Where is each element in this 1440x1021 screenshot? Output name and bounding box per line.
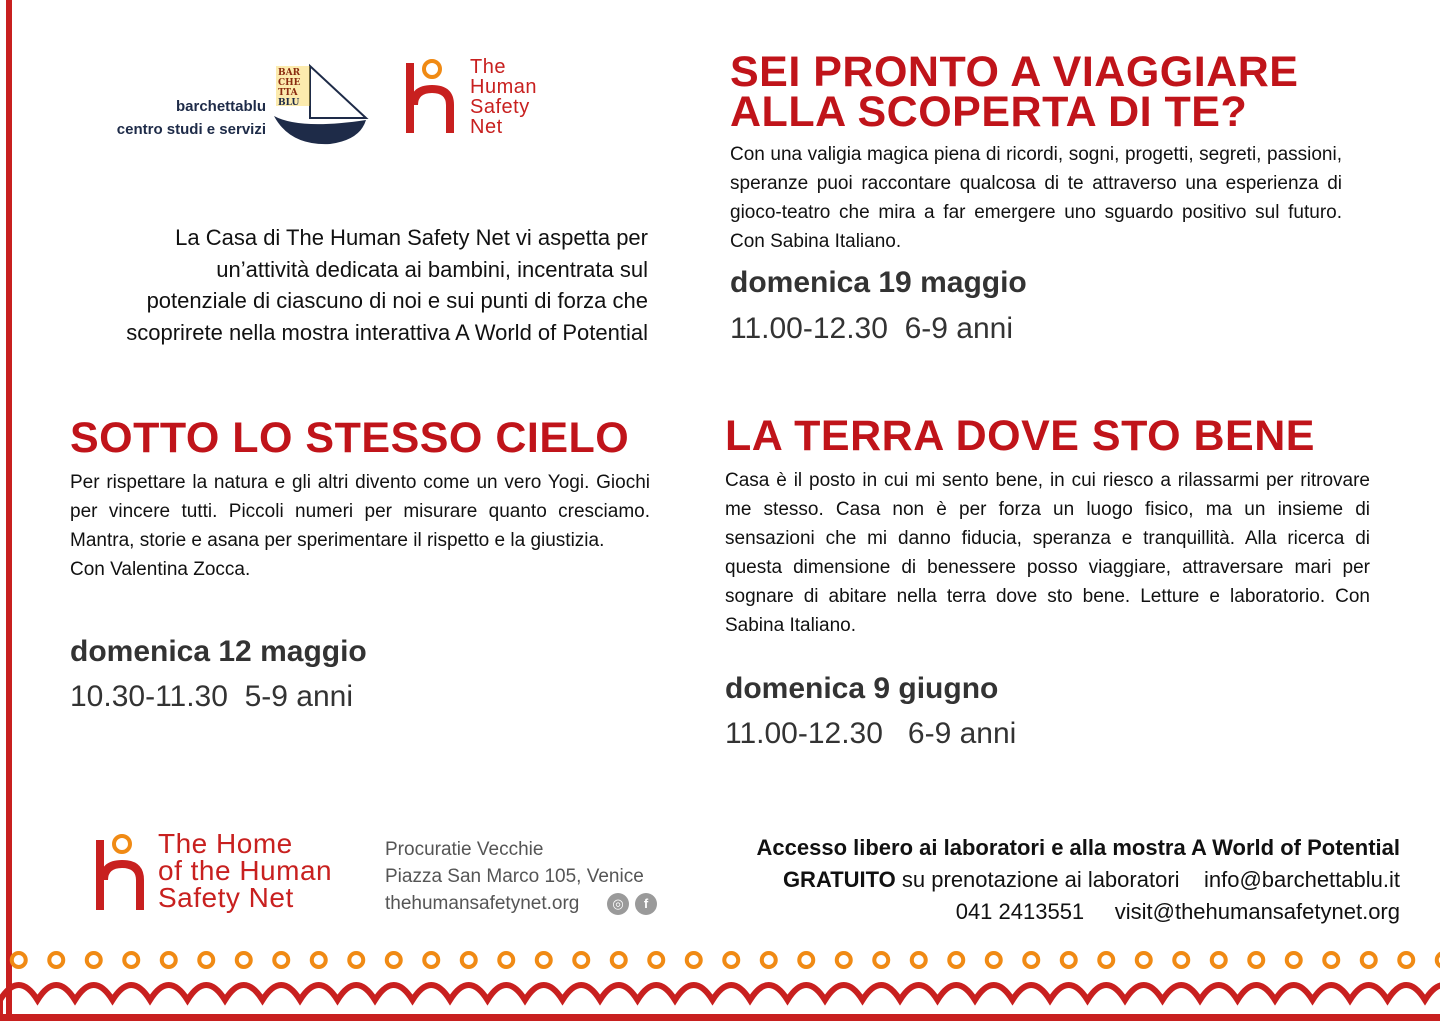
event-section-terra: [725, 410, 1370, 756]
orange-dot: [574, 953, 588, 967]
orange-dot: [537, 953, 551, 967]
orange-dot: [124, 953, 138, 967]
orange-dot: [1324, 953, 1338, 967]
facebook-icon[interactable]: f: [635, 893, 657, 915]
hsn-line-4: Net: [470, 116, 503, 138]
orange-dot: [349, 953, 363, 967]
orange-dot: [612, 953, 626, 967]
instagram-icon[interactable]: ◎: [607, 893, 629, 915]
orange-dot: [874, 953, 888, 967]
orange-dot: [274, 953, 288, 967]
event-description: Per rispettare la natura e gli altri divento come un vero Yogi. Giochi per vincere tutti. Piccoli numeri per misurare quanto cresciamo. Mantra, storie e asana per sperimentare il rispetto e la giustizia.: [70, 472, 650, 551]
orange-dot: [1362, 953, 1376, 967]
email-visit[interactable]: visit@thehumansafetynet.org: [1114, 899, 1400, 924]
orange-dot: [1062, 953, 1076, 967]
bb-letters-2: CHE: [278, 78, 301, 88]
hsn-line-2: Human: [470, 76, 537, 98]
event-title: LA TERRA DOVE STO BENE: [725, 412, 1315, 460]
address-street: Piazza San Marco 105, Venice: [385, 866, 644, 887]
event-section-cielo: [70, 412, 650, 719]
orange-dot: [499, 953, 513, 967]
orange-dot: [87, 953, 101, 967]
home-hsn-logo-mark: [90, 832, 158, 914]
bb-letters-1: BAR: [278, 68, 301, 78]
event-credit: Con Valentina Zocca.: [70, 559, 251, 580]
left-red-border: [6, 0, 12, 1021]
event-time-age: 10.30-11.30 5-9 anni: [70, 680, 353, 713]
hsn-line-1: The: [470, 56, 506, 78]
orange-dot: [724, 953, 738, 967]
home-hsn-text: [158, 830, 332, 911]
orange-dot: [424, 953, 438, 967]
orange-dot: [1024, 953, 1038, 967]
hsn-logo-mark: [400, 55, 470, 140]
orange-dot: [912, 953, 926, 967]
red-base-line: [0, 1014, 1440, 1021]
barchettablu-name: barchettablu: [175, 98, 266, 115]
orange-dot: [1099, 953, 1113, 967]
orange-dot: [312, 953, 326, 967]
orange-dot: [162, 953, 176, 967]
contact-line: [700, 896, 1400, 928]
address-block: [385, 836, 644, 917]
orange-dot: [462, 953, 476, 967]
free-label: GRATUITO: [782, 867, 896, 892]
orange-dot: [199, 953, 213, 967]
event-description: Casa è il posto in cui mi sento bene, in cui riesco a rilassarmi per ritrovare me stesso. Casa non è per forza un luogo fisico, ma un insieme di sensazioni che mi danno fiducia, speranza e tranquillità. Alla ricerca di questa dimensione di benessere posso viaggiare, attraversare mari per sognare di abitare nella terra dove sto bene. Letture e laboratorio. Con Sabina Italiano.: [725, 470, 1370, 636]
event-date: domenica 12 maggio: [70, 635, 367, 668]
access-line: Accesso libero ai laboratori e alla mostra A World of Potential: [756, 835, 1400, 860]
orange-dot: [987, 953, 1001, 967]
email-barchettablu[interactable]: info@barchettablu.it: [1203, 867, 1400, 892]
access-info: [700, 832, 1400, 928]
hsn-logo-text: [470, 57, 537, 137]
event-description: Con una valigia magica piena di ricordi, sogni, progetti, segreti, passioni, speranze puoi raccontare qualcosa di te attraverso una esperienza di gioco-teatro che mira a far emergere uno sguardo positivo sul futuro. Con Sabina Italiano.: [730, 144, 1342, 252]
orange-dot: [387, 953, 401, 967]
decorative-arch-border: [0, 940, 1440, 1021]
intro-line: La Casa di The Human Safety Net vi aspetta per: [175, 225, 648, 250]
event-title: SOTTO LO STESSO CIELO: [70, 414, 630, 462]
orange-dot: [12, 953, 26, 967]
orange-dot: [949, 953, 963, 967]
orange-dot: [49, 953, 63, 967]
orange-dot: [687, 953, 701, 967]
event-time-age: 11.00-12.30 6-9 anni: [730, 312, 1013, 345]
home-line: Safety Net: [158, 882, 294, 913]
intro-paragraph: [40, 222, 648, 348]
website-link[interactable]: thehumansafetynet.org: [385, 893, 580, 914]
orange-dot: [1212, 953, 1226, 967]
event-date: domenica 9 giugno: [725, 672, 999, 705]
barchettablu-wordmark: [96, 95, 266, 141]
social-icons: [607, 893, 663, 915]
event-title-line: SEI PRONTO A VIAGGIARE: [730, 48, 1299, 96]
home-line: of the Human: [158, 855, 333, 886]
event-section-viaggiare: [730, 48, 1342, 352]
bb-letters-4: BLU: [278, 98, 300, 108]
orange-dot: [762, 953, 776, 967]
barchettablu-boat-logo: [270, 60, 370, 150]
orange-dot: [1399, 953, 1413, 967]
intro-line: potenziale di ciascuno di noi e sui punti di forza che: [146, 288, 648, 313]
orange-dot: [799, 953, 813, 967]
intro-line: scoprirete nella mostra interattiva A World of Potential: [126, 319, 648, 345]
barchettablu-tagline: centro studi e servizi: [116, 121, 266, 138]
event-date: domenica 19 maggio: [730, 266, 1027, 299]
event-time-age: 11.00-12.30 6-9 anni: [725, 717, 1017, 750]
orange-dot: [1249, 953, 1263, 967]
address-venue: Procuratie Vecchie: [385, 839, 544, 860]
event-title-line: ALLA SCOPERTA DI TE?: [730, 88, 1248, 136]
orange-dot: [837, 953, 851, 967]
event-title: [730, 48, 1342, 136]
booking-text: su prenotazione ai laboratori: [895, 867, 1180, 892]
hsn-line-3: Safety: [470, 96, 530, 118]
booking-line: [700, 864, 1400, 896]
phone-number[interactable]: 041 2413551: [955, 899, 1085, 924]
orange-dot: [237, 953, 251, 967]
bb-letters-3: TTA: [278, 88, 298, 98]
orange-dot: [649, 953, 663, 967]
orange-dot: [1137, 953, 1151, 967]
home-line: The Home: [158, 828, 293, 859]
intro-line: un’attività dedicata ai bambini, incentrata sul: [216, 256, 648, 282]
orange-dot: [1287, 953, 1301, 967]
orange-dot: [1174, 953, 1188, 967]
